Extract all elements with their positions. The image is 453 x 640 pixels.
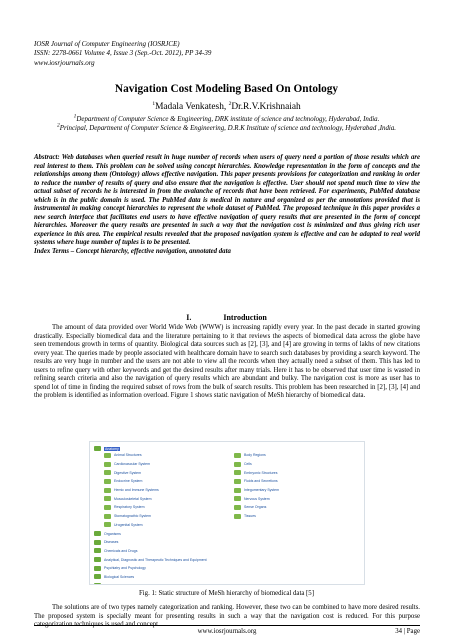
tree-item-label: Animal Structures bbox=[114, 453, 142, 458]
folder-icon bbox=[94, 557, 101, 562]
tree-item[interactable] bbox=[104, 503, 234, 512]
folder-icon bbox=[104, 479, 111, 484]
tree-item-label: Diseases bbox=[104, 540, 119, 545]
footer-rule bbox=[34, 625, 420, 626]
author1-sup: 1 bbox=[152, 100, 156, 107]
journal-header bbox=[34, 40, 211, 68]
tree-item[interactable] bbox=[104, 451, 234, 460]
author-line bbox=[0, 102, 453, 112]
tree-item[interactable] bbox=[234, 468, 364, 477]
folder-icon bbox=[94, 583, 101, 585]
tree-item[interactable] bbox=[94, 564, 364, 573]
tree-item-label: Integumentary System bbox=[244, 488, 280, 493]
author2-sup: 2 bbox=[228, 100, 232, 107]
aff2-sup: 2 bbox=[57, 122, 60, 129]
author2: Dr.R.V.Krishnaiah bbox=[231, 102, 301, 112]
folder-icon bbox=[94, 574, 101, 579]
second-paragraph: The solutions are of two types namely categorization and ranking. However, these two can be combined to have more desired results. The proposed system is specially meant for presenting results in such a way that the navigation cost is reduced. For this purpose categorization techniques is used and concept bbox=[34, 604, 420, 629]
tree-item-label: Sense Organs bbox=[244, 505, 267, 510]
tree-item[interactable] bbox=[234, 486, 364, 495]
footer-url[interactable]: www.iosrjournals.org bbox=[197, 628, 257, 635]
tree-item-label: Hemic and Immune Systems bbox=[114, 488, 159, 493]
tree-item-label: Cardiovascular System bbox=[114, 462, 150, 467]
folder-icon bbox=[104, 505, 111, 510]
tree-root-label: Anatomy bbox=[105, 446, 119, 451]
affiliation-2 bbox=[30, 122, 423, 134]
anatomy-children bbox=[104, 451, 364, 529]
anatomy-right-column bbox=[234, 451, 364, 529]
abstract bbox=[34, 154, 420, 257]
folder-icon bbox=[104, 462, 111, 467]
tree-item[interactable] bbox=[234, 451, 364, 460]
tree-item-label: Cells bbox=[244, 462, 252, 467]
tree-item[interactable] bbox=[104, 494, 234, 503]
section-title: Introduction bbox=[223, 313, 267, 322]
top-level-list bbox=[94, 529, 364, 585]
abstract-text: Web databases when queried result in huge number of records when users of query need a portion of those results which are real interest to them. This problem can be solved using concept hierarchies. Knowledge representation in the form of concepts and the relationships among them (Ontology) allows effective navigation. This paper presents provisions for categorization and ranking in order to reduce the number of results of query and also ensure that the navigation is effective. User should not spend much time to view the actual subset of records he is interested in from the avalanche of records that have been retrieved. For experiments, PubMed database which is in the public domain is used. The PubMed data is medical in nature and organized as per the annotations provided that is instrumental in making concept hierarchies to represent the whole dataset of PubMed. The proposed technique in this paper provides a new search interface that facilitates end users to have effective navigation of query results that are presented in the form of concept hierarchies. Moreover the query results are presented in such a way that the navigation cost is minimized and thus giving rich user experience in this area. The empirical results revealed that the proposed navigation system is effective and can be adapted to real world systems where huge number of tuples is to be presented. bbox=[34, 154, 420, 247]
author1: Madala Venkatesh, bbox=[155, 102, 229, 112]
folder-icon bbox=[104, 488, 111, 493]
aff2-text: Principal, Department of Computer Science & Engineering, D.R.K Institute of science and technology, Hyderabad ,India. bbox=[59, 124, 396, 132]
tree-item-label: Digestive System bbox=[114, 470, 142, 475]
tree-item[interactable] bbox=[104, 512, 234, 521]
tree-item[interactable] bbox=[94, 573, 364, 582]
tree-item[interactable] bbox=[94, 538, 364, 547]
folder-icon bbox=[104, 496, 111, 501]
tree-item-label: Psychiatry and Psychology bbox=[104, 566, 146, 571]
tree-item-label: Musculoskeletal System bbox=[114, 496, 152, 501]
tree-item-label bbox=[104, 584, 132, 585]
tree-item[interactable] bbox=[234, 494, 364, 503]
folder-icon bbox=[94, 566, 101, 571]
tree-item[interactable] bbox=[94, 547, 364, 556]
tree-item[interactable] bbox=[104, 468, 234, 477]
tree-item-label: Biological Sciences bbox=[104, 574, 135, 579]
section-heading bbox=[0, 313, 453, 322]
folder-icon bbox=[234, 470, 241, 475]
folder-icon bbox=[94, 531, 101, 536]
folder-icon bbox=[234, 462, 241, 467]
index-terms-label: Index Terms bbox=[34, 248, 70, 256]
tree-item[interactable] bbox=[234, 477, 364, 486]
tree-item-label: Chemicals and Drugs bbox=[104, 548, 138, 553]
paper-title: Navigation Cost Modeling Based On Ontology bbox=[114, 83, 339, 95]
tree-item[interactable] bbox=[94, 529, 364, 538]
folder-icon bbox=[234, 479, 241, 484]
tree-item[interactable] bbox=[234, 512, 364, 521]
section-number: I. bbox=[186, 313, 192, 322]
folder-icon bbox=[234, 505, 241, 510]
folder-icon bbox=[104, 453, 111, 458]
folder-icon bbox=[234, 496, 241, 501]
folder-icon bbox=[94, 540, 101, 545]
affiliation-1 bbox=[30, 113, 423, 125]
tree-item-label: Organisms bbox=[104, 531, 121, 536]
tree-item-label: Stomatognathic System bbox=[114, 514, 151, 519]
folder-icon bbox=[94, 548, 101, 553]
folder-icon bbox=[104, 522, 111, 527]
tree-item-label: Body Regions bbox=[244, 453, 266, 458]
abstract-label: Abstract: bbox=[34, 154, 60, 161]
tree-item-label: Fluids and Secretions bbox=[244, 479, 278, 484]
tree-item[interactable] bbox=[94, 581, 364, 585]
tree-item-label: Tissues bbox=[244, 514, 256, 519]
tree-item[interactable] bbox=[104, 486, 234, 495]
affiliations bbox=[30, 113, 423, 133]
tree-item-label: Analytical, Diagnostic and Therapeutic Techniques and Equipment bbox=[104, 557, 207, 562]
tree-item[interactable] bbox=[104, 477, 234, 486]
mesh-figure bbox=[89, 441, 365, 585]
tree-item[interactable] bbox=[234, 503, 364, 512]
folder-icon bbox=[234, 453, 241, 458]
intro-paragraph: The amount of data provided over World Wide Web (WWW) is increasing rapidly every year. In the past decade in started growing drastically. Especially biomedical data and the literature pertaining to it that reviews the aspects of biomedical data across the globe have seen tremendous growth in terms of quantity. Biological data sources such as [2], [3], and [4] are growing in terms of lakhs of new citations every year. The queries made by people associated with healthcare domain have to search such databases by providing a search keyword. The results are very huge in number and the users are not able to view all the records when they actually need a subset of them. This has led to users to refine query with other keywords and get the desired results after many trials. Here it has to be observed that user time is wasted in refining search criteria and also the navigation of query results which are abundant and bulky. The navigation cost is more as user has to spend lot of time in finding the required subset of rows from the bulk of search results. This problem has been researched in [2], [3], [4] and the problem is identified as information overload. Figure 1 shows static navigation of MeSh hierarchy of biomedical data. bbox=[34, 324, 420, 400]
folder-icon bbox=[234, 514, 241, 519]
tree-item-label: Endocrine System bbox=[114, 479, 143, 484]
tree-item[interactable] bbox=[104, 460, 234, 469]
folder-icon bbox=[104, 514, 111, 519]
tree-item-label: Respiratory System bbox=[114, 505, 145, 510]
page-number: 34 | Page bbox=[395, 628, 420, 635]
figure-caption: Fig. 1: Static structure of MeSh hierarchy of biomedical data [5] bbox=[139, 590, 314, 597]
tree-item[interactable] bbox=[94, 555, 364, 564]
tree-item-label: Urogenital System bbox=[114, 522, 143, 527]
index-terms-text: – Concept hierarchy, effective navigation, annotated data bbox=[69, 248, 231, 256]
folder-icon bbox=[94, 446, 101, 451]
tree-item-label: Embryonic Structures bbox=[244, 470, 278, 475]
folder-icon bbox=[234, 488, 241, 493]
tree-item[interactable] bbox=[104, 521, 234, 530]
aff1-text: Department of Computer Science & Engineering, DRK institute of science and technology, Hyderabad, India. bbox=[76, 116, 380, 123]
journal-site[interactable]: www.iosrjournals.org bbox=[34, 58, 95, 67]
anatomy-left-column bbox=[104, 451, 234, 529]
journal-issn: ISSN: 2278-0661 Volume 4, Issue 3 (Sep.-Oct. 2012), PP 34-39 bbox=[34, 49, 212, 58]
journal-name: IOSR Journal of Computer Engineering (IOSRJCE) bbox=[34, 40, 180, 48]
aff1-sup: 1 bbox=[73, 113, 77, 120]
tree-item-label: Nervous System bbox=[244, 496, 270, 501]
folder-icon bbox=[104, 470, 111, 475]
tree-item[interactable] bbox=[234, 460, 364, 469]
